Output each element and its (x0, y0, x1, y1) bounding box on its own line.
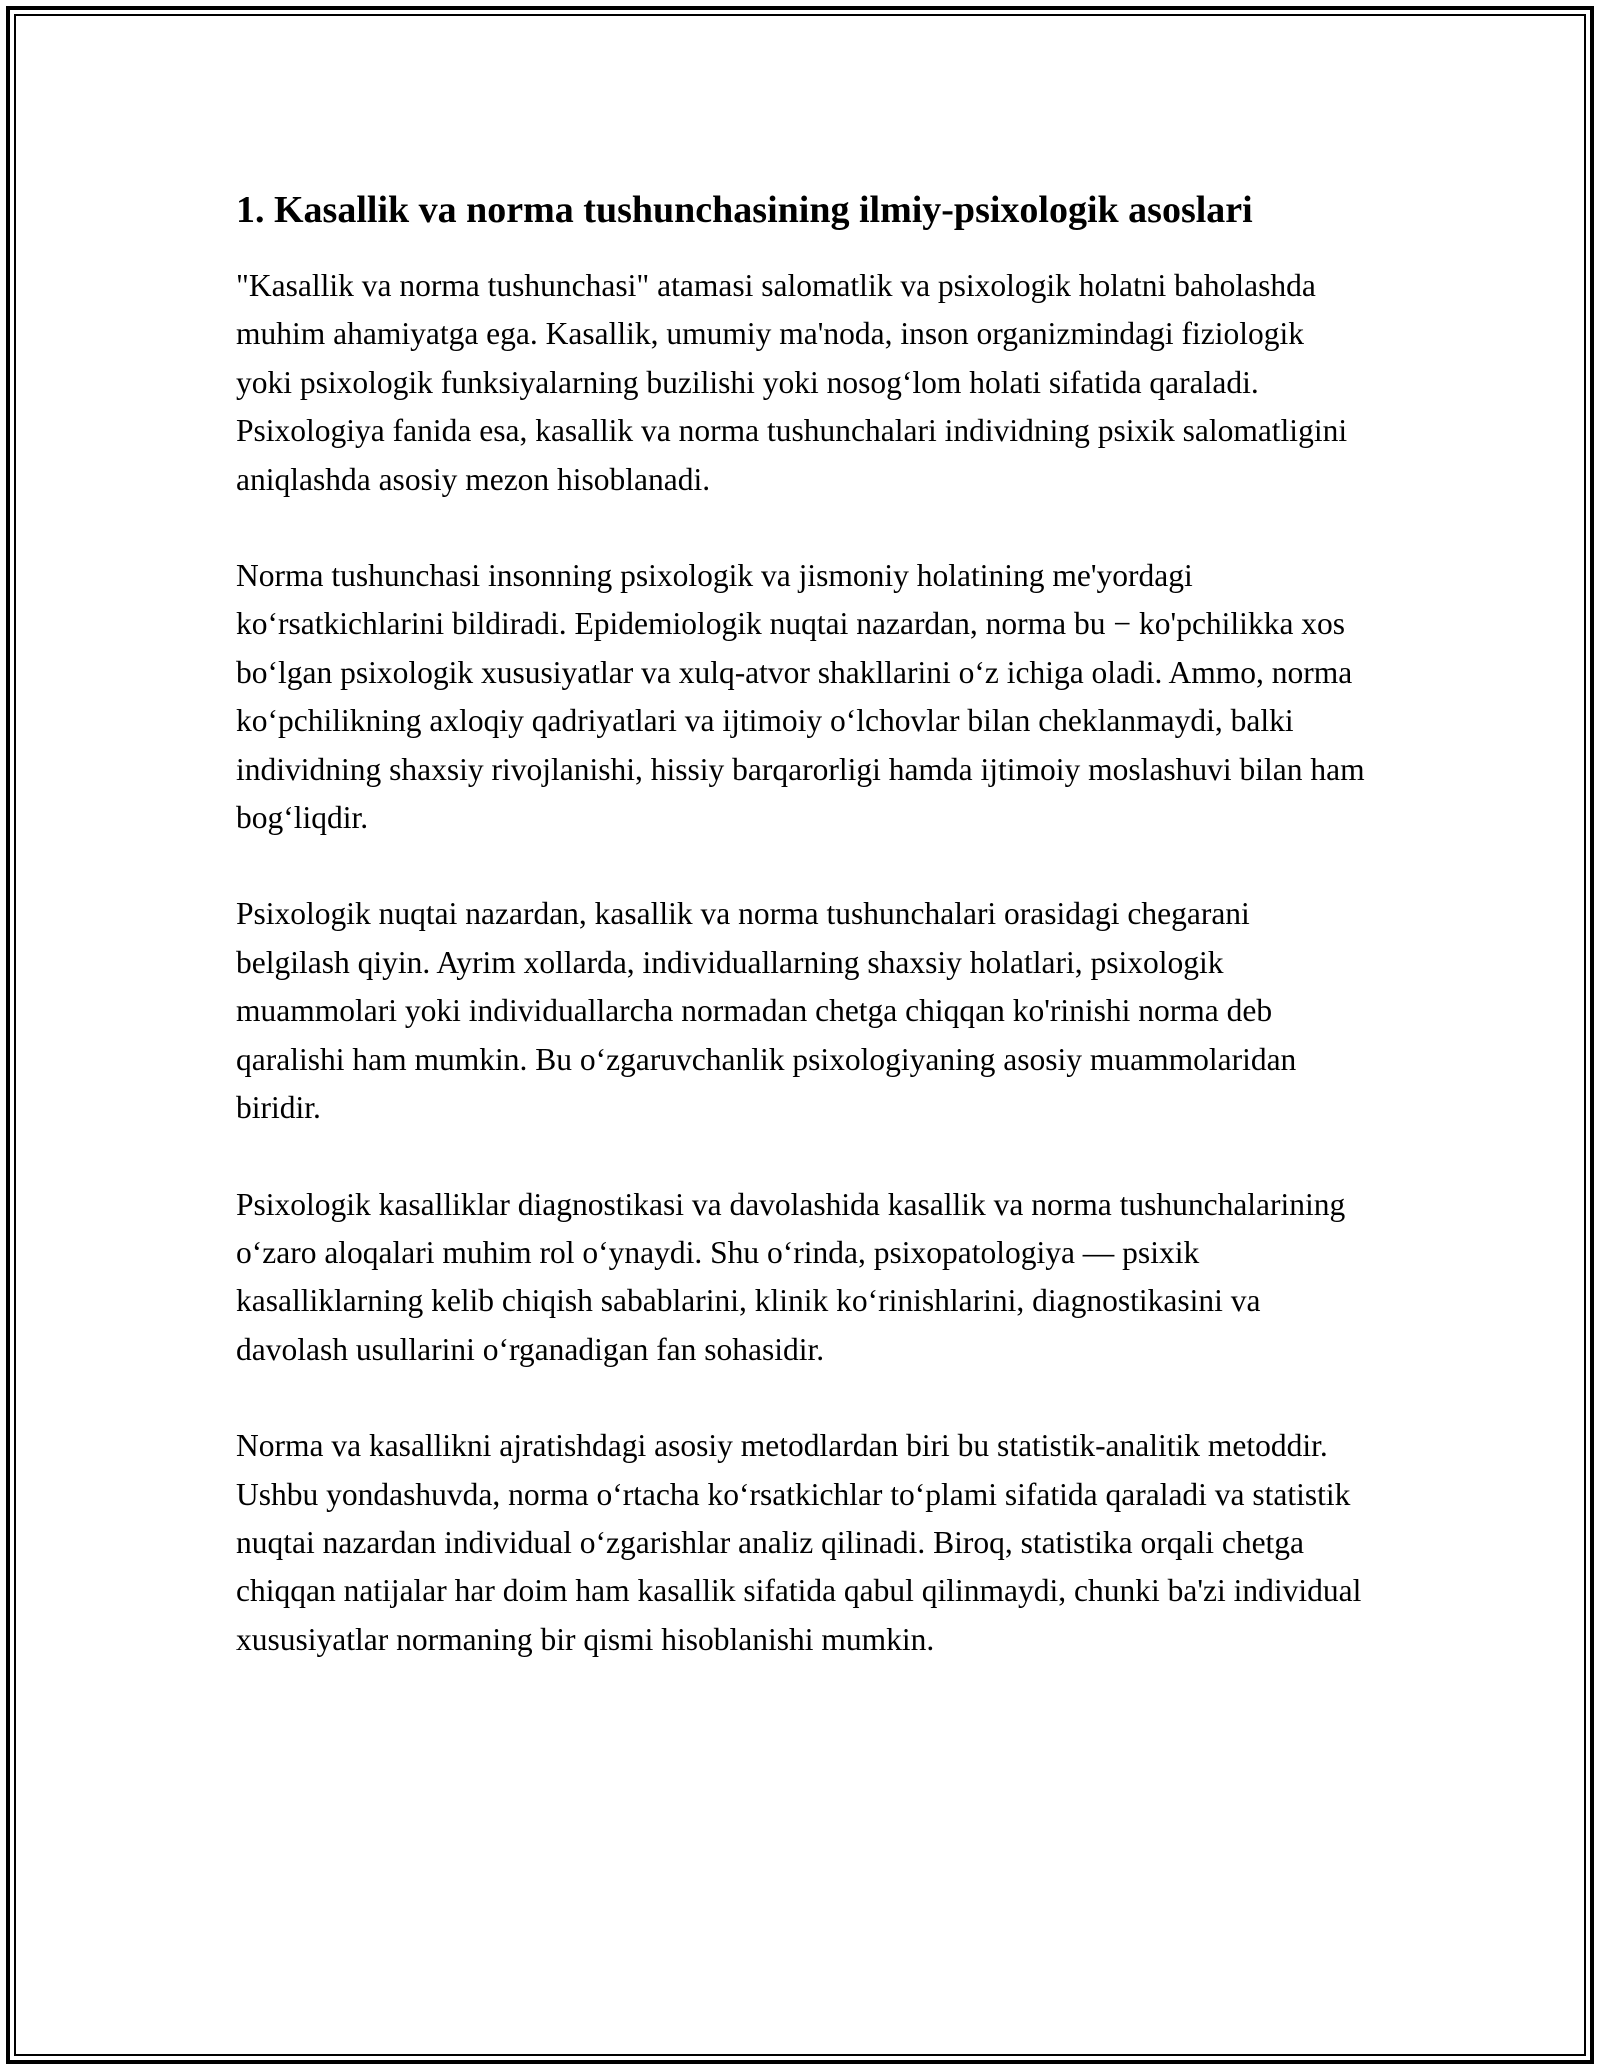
paragraph-1: "Kasallik va norma tushunchasi" atamasi salomatlik va psixologik holatni baholashda muhim ahamiyatga ega. Kasallik, umumiy ma'noda, inson organizmindagi fiziologik yoki psixologik funksiyalarning buzilishi yoki nosogʻlom holati sifatida qaraladi. Psixologiya fanida esa, kasallik va norma tushunchalari individning psixik salomatligini aniqlashda asosiy mezon hisoblanadi. (236, 268, 1348, 497)
paragraph-3: Psixologik nuqtai nazardan, kasallik va norma tushunchalari orasidagi chegarani belgilash qiyin. Ayrim xollarda, individuallarning shaxsiy holatlari, psixologik muammolari yoki individuallarcha normadan chetga chiqqan ko'rinishi norma deb qaralishi ham mumkin. Bu oʻzgaruvchanlik psixologiyaning asosiy muammolaridan biridir. (236, 896, 1297, 1126)
paragraph-4: Psixologik kasalliklar diagnostikasi va davolashida kasallik va norma tushunchalarining oʻzaro aloqalari muhim rol oʻynaydi. Shu oʻrinda, psixopatologiya — psixik kasalliklarning kelib chiqish sabablarini, klinik koʻrinishlarini, diagnostikasini va davolash usullarini oʻrganadigan fan sohasidir. (236, 1186, 1346, 1367)
document-body (236, 186, 1366, 1712)
section-heading: 1. Kasallik va norma tushunchasining ilmiy-psixologik asoslari (236, 189, 1253, 231)
paragraph-5: Norma va kasallikni ajratishdagi asosiy metodlardan biri bu statistik-analitik metoddir. Ushbu yondashuvda, norma oʻrtacha koʻrsatkichlar toʻplami sifatida qaraladi va statistik nuqtai nazardan individual oʻzgarishlar analiz qilinadi. Biroq, statistika orqali chetga chiqqan natijalar har doim ham kasallik sifatida qabul qilinmaydi, chunki ba'zi individual xususiyatlar normaning bir qismi hisoblanishi mumkin. (236, 1428, 1362, 1657)
paragraph-2: Norma tushunchasi insonning psixologik va jismoniy holatining me'yordagi koʻrsatkichlarini bildiradi. Epidemiologik nuqtai nazardan, norma bu − ko'pchilikka xos boʻlgan psixologik xususiyatlar va xulq-atvor shakllarini oʻz ichiga oladi. Ammo, norma koʻpchilikning axloqiy qadriyatlari va ijtimoiy oʻlchovlar bilan cheklanmaydi, balki individning shaxsiy rivojlanishi, hissiy barqarorligi hamda ijtimoiy moslashuvi bilan ham bogʻliqdir. (236, 558, 1365, 836)
